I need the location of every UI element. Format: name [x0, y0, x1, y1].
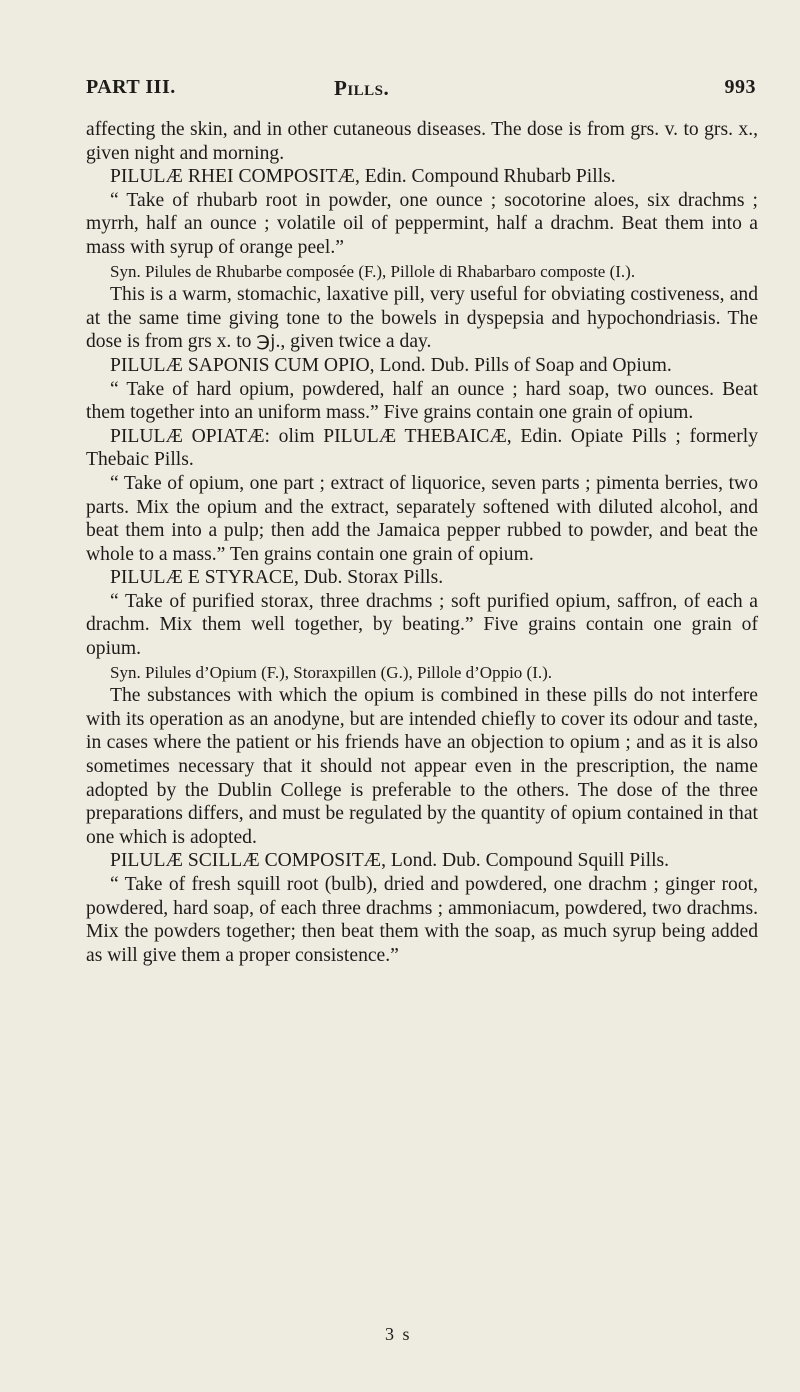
- paragraph: PILULÆ RHEI COMPOSITÆ, Edin. Compound Rhubarb Pills.: [110, 166, 616, 188]
- section-title: Pills.: [334, 76, 390, 100]
- paragraph: PILULÆ SAPONIS CUM OPIO, Lond. Dub. Pills of Soap and Opium.: [110, 354, 672, 376]
- paragraph: PILULÆ SCILLÆ COMPOSITÆ, Lond. Dub. Compound Squill Pills.: [110, 850, 670, 872]
- paragraph: “ Take of purified storax, three drachms ; soft purified opium, saffron, of each a drachm. Mix them well together, by beating.” Five grains contain one grain of opium.: [86, 590, 758, 660]
- signature-mark: 3 s: [385, 1324, 412, 1344]
- paragraph: PILULÆ E STYRACE, Dub. Storax Pills.: [110, 567, 444, 589]
- paragraph: “ Take of rhubarb root in powder, one ounce ; socotorine aloes, six drachms ; myrrh, half an ounce ; volatile oil of peppermint, half a drachm. Beat them into a mass with syrup of orange peel.”: [86, 189, 758, 258]
- paragraph: This is a warm, stomachic, laxative pill, very useful for obviating costiveness, and at the same time giving tone to the bowels in dyspepsia and hypochondriasis. The dose is from grs x. to ℈j., given twice a day.: [86, 284, 758, 353]
- synonyms: Syn. Pilules d’Opium (F.), Storaxpillen (G.), Pillole d’Oppio (I.).: [110, 662, 553, 682]
- page-number: 993: [724, 76, 756, 98]
- paragraph: “ Take of hard opium, powdered, half an ounce ; hard soap, two ounces. Beat them together into an uniform mass.” Five grains contain one grain of opium.: [86, 378, 758, 424]
- part-label: PART III.: [86, 76, 176, 98]
- paragraph: “ Take of fresh squill root (bulb), dried and powdered, one drachm ; ginger root, powdered, hard soap, of each three drachms ; ammoniacum, powdered, two drachms. Mix the powders together; then beat them with the soap, as much syrup being added as will give them a proper consistence.”: [86, 874, 758, 966]
- paragraph: “ Take of opium, one part ; extract of liquorice, seven parts ; pimenta berries, two parts. Mix the opium and the extract, separately softened with diluted alcohol, and beat them into a pulp; then add the Jamaica pepper rubbed to powder, and beat the whole to a mass.” Ten grains contain one grain of opium.: [86, 472, 758, 565]
- paragraph: affecting the skin, and in other cutaneous diseases. The dose is from grs. v. to grs. x., given night and morning.: [86, 119, 758, 164]
- body-text: [86, 118, 758, 967]
- synonyms: Syn. Pilules de Rhubarbe composée (F.), Pillole di Rhabarbaro composte (I.).: [110, 261, 636, 281]
- running-head: [86, 76, 756, 106]
- paragraph: The substances with which the opium is combined in these pills do not interfere with its operation as an anodyne, but are intended chiefly to cover its odour and taste, in cases where the patient or his friends have an objection to opium ; and as it is also sometimes necessary that it should not appear even in the prescription, the name adopted by the Dublin College is preferable to the others. The dose of the three preparations differs, and must be regulated by the quantity of opium contained in that one which is adopted.: [86, 685, 758, 848]
- paragraph: PILULÆ OPIATÆ: olim PILULÆ THEBAICÆ, Edin. Opiate Pills ; formerly Thebaic Pills.: [86, 425, 758, 471]
